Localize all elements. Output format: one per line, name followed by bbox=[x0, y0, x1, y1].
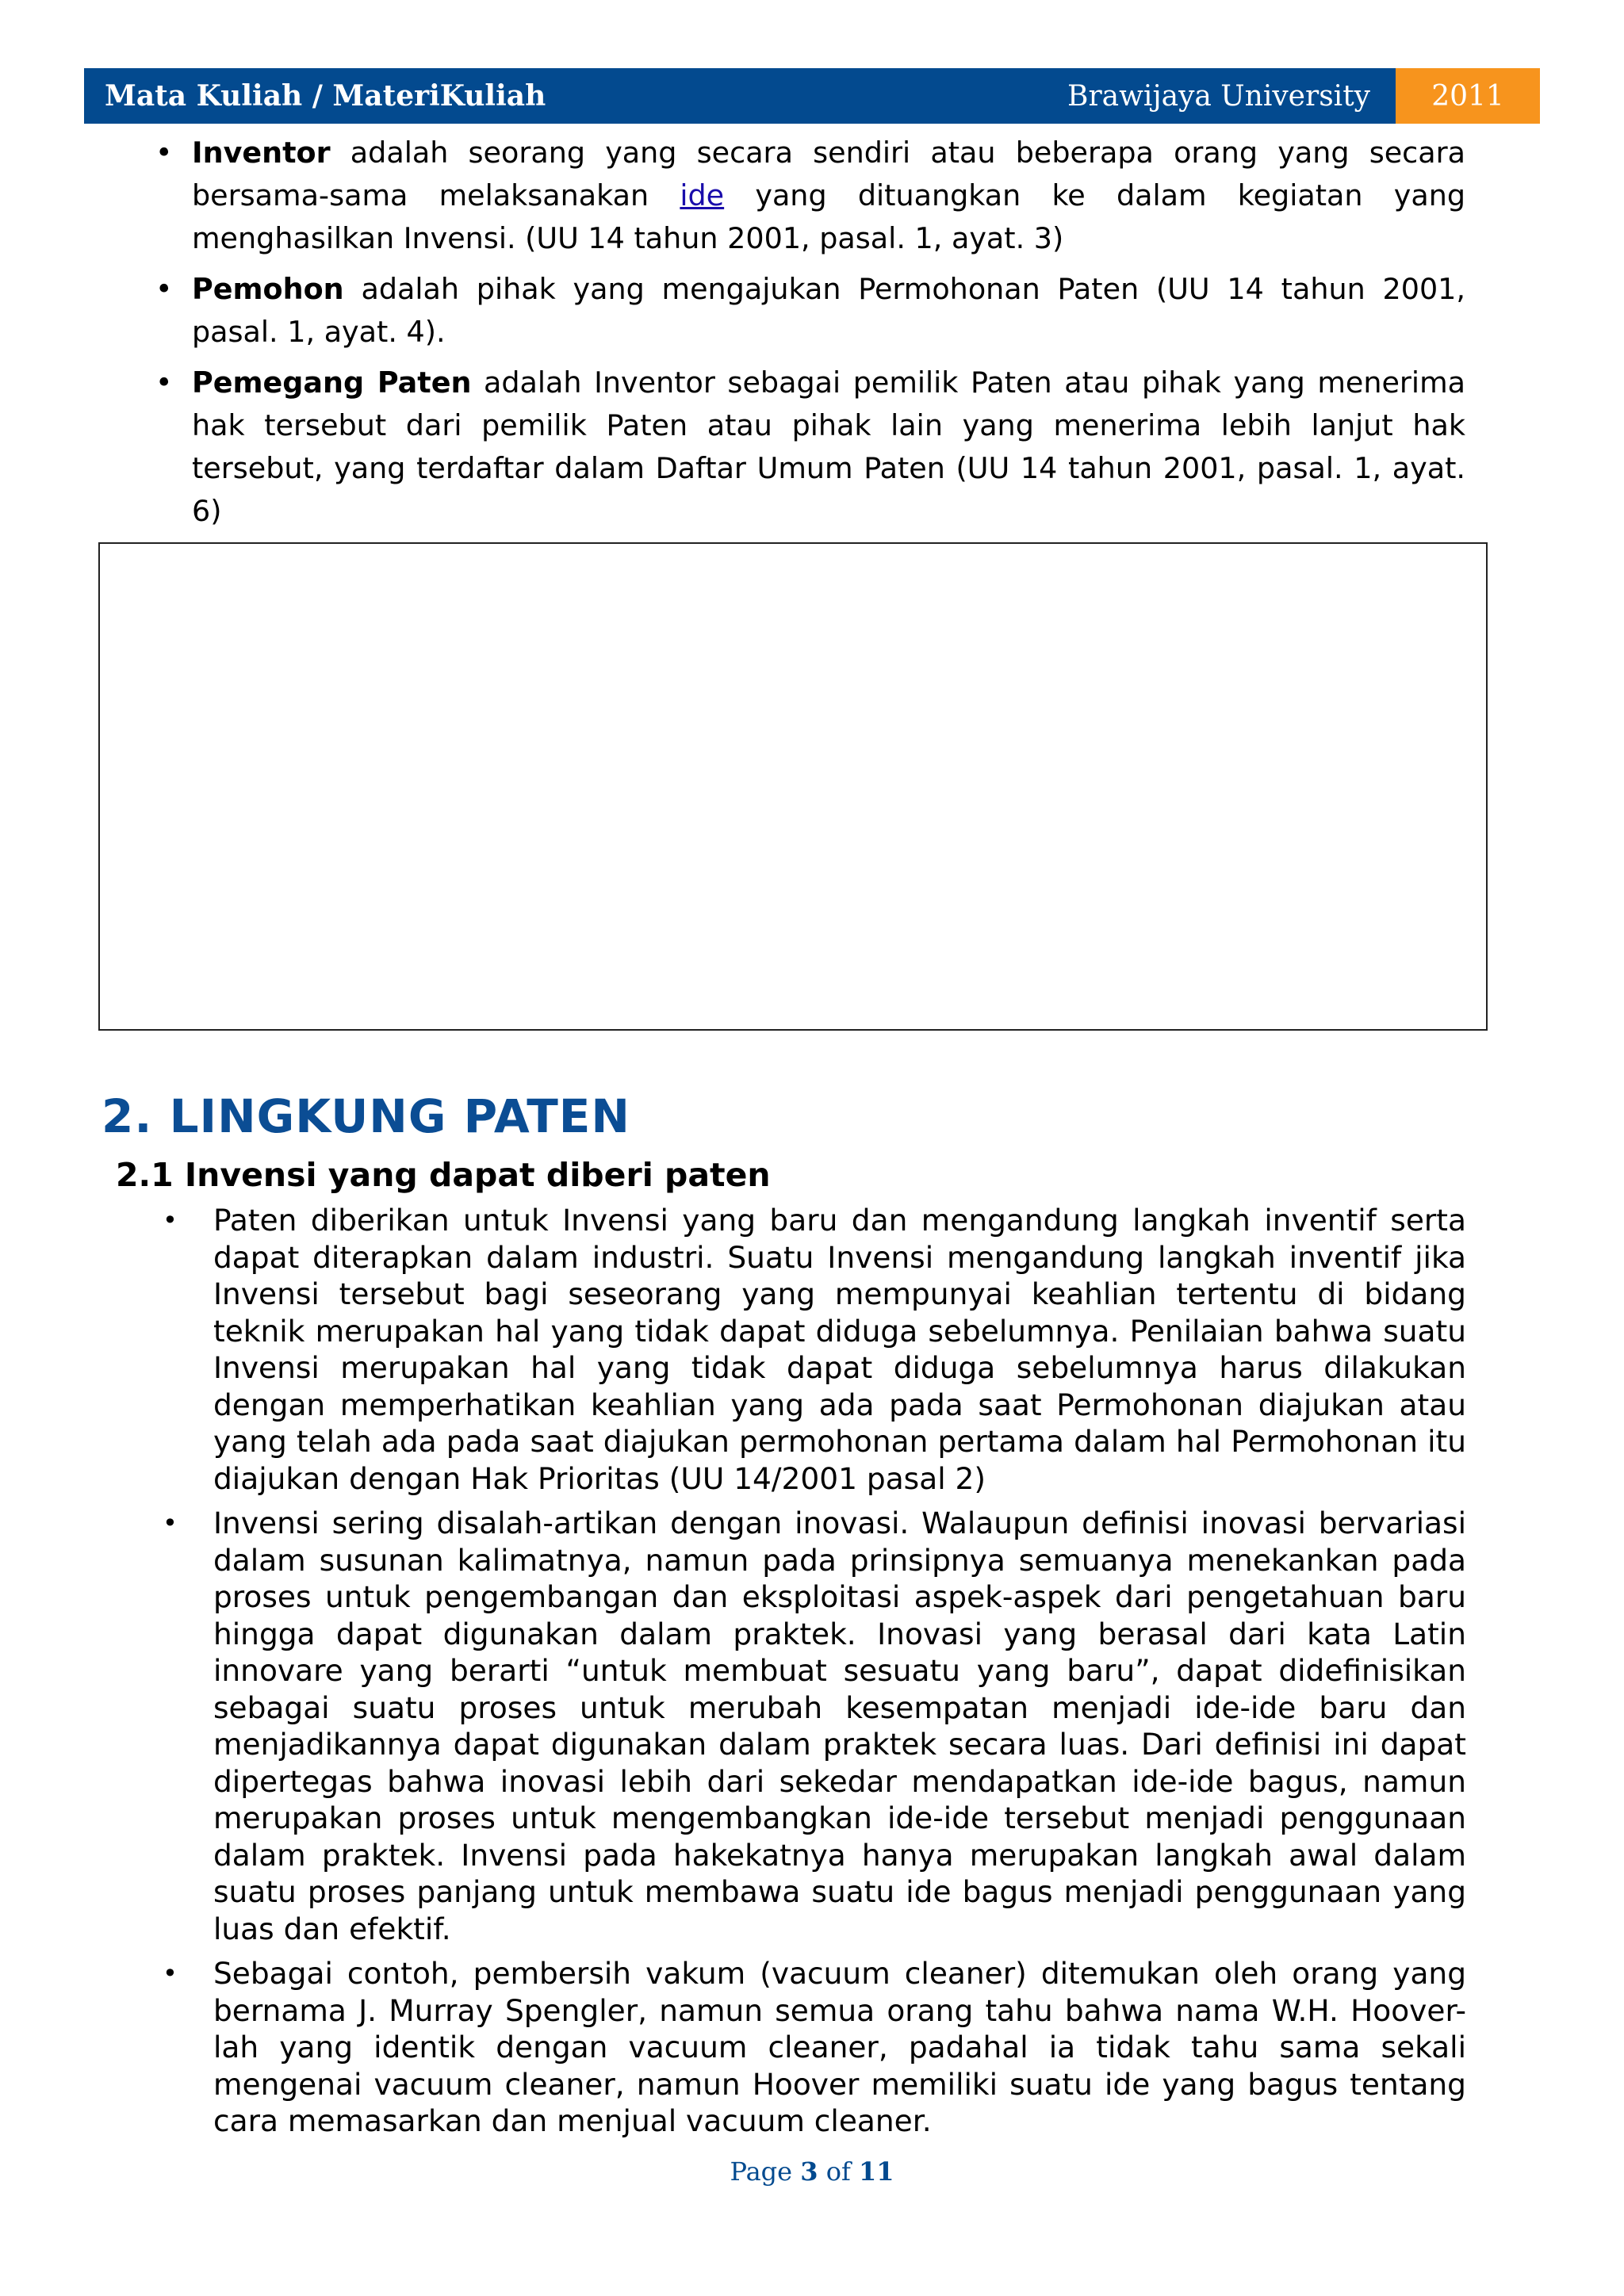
definition-list bbox=[155, 132, 1465, 541]
subsection-heading: 2.1 Invensi yang dapat diberi paten bbox=[116, 1156, 771, 1194]
footer-of-label: of bbox=[818, 2156, 859, 2187]
empty-figure-frame bbox=[98, 542, 1488, 1031]
section-bullet-list bbox=[163, 1202, 1466, 2148]
footer-page-total: 11 bbox=[858, 2156, 894, 2187]
section-heading: 2. LINGKUNG PATEN bbox=[102, 1089, 630, 1143]
header-bar bbox=[84, 68, 1396, 124]
list-item: • Sebagai contoh, pembersih vakum (vacuum cleaner) ditemukan oleh orang yang bernama J. Murray Spengler, namun semua orang tahu bahwa nama W.H. Hoover-lah yang identik dengan vacuum cleaner, padahal ia tidak tahu sama sekali mengenai vacuum cleaner, namun Hoover memiliki suatu ide yang bagus tentang cara memasarkan dan menjual vacuum cleaner. bbox=[163, 1955, 1466, 2140]
header-course-title: Mata Kuliah / MateriKuliah bbox=[105, 79, 546, 113]
page-header bbox=[84, 68, 1540, 124]
definition-item-inventor bbox=[155, 132, 1465, 260]
definition-text: adalah pihak yang mengajukan Permohonan Paten (UU 14 tahun 2001, pasal. 1, ayat. 4). bbox=[192, 272, 1465, 349]
footer-page-number: 3 bbox=[800, 2156, 818, 2187]
definition-text: yang dituangkan ke dalam kegiatan yang menghasilkan Invensi. (UU 14 tahun 2001, pasal. 1, ayat. 3) bbox=[192, 178, 1465, 255]
list-item: • Paten diberikan untuk Invensi yang baru dan mengandung langkah inventif serta dapat diterapkan dalam industri. Suatu Invensi mengandung langkah inventif jika Invensi tersebut bagi seseorang yang mempunyai keahlian tertentu di bidang teknik merupakan hal yang tidak dapat diduga sebelumnya. Penilaian bahwa suatu Invensi merupakan hal yang tidak dapat diduga sebelumnya harus dilakukan dengan memperhatikan keahlian yang ada pada saat Permohonan diajukan atau yang telah ada pada saat diajukan permohonan pertama dalam hal Permohonan itu diajukan dengan Hak Prioritas (UU 14/2001 pasal 2) bbox=[163, 1202, 1466, 1497]
definition-term: Pemegang Paten bbox=[192, 365, 472, 400]
ide-link[interactable]: ide bbox=[680, 178, 725, 212]
header-university: Brawijaya University bbox=[1067, 79, 1370, 113]
definition-item-pemegang-paten bbox=[155, 362, 1465, 533]
definition-term: Inventor bbox=[192, 136, 331, 170]
definition-text: adalah Inventor sebagai pemilik Paten atau pihak yang menerima hak tersebut dari pemilik Paten atau pihak lain yang menerima lebih lanjut hak tersebut, yang terdaftar dalam Daftar Umum Paten (UU 14 tahun 2001, pasal. 1, ayat. 6) bbox=[192, 365, 1465, 528]
header-year: 2011 bbox=[1396, 68, 1540, 124]
definition-text: adalah seorang yang secara sendiri atau beberapa orang yang secara bersama-sama melaksanakan bbox=[192, 136, 1465, 212]
definition-term: Pemohon bbox=[192, 272, 344, 306]
footer-page-label: Page bbox=[730, 2156, 801, 2187]
page-footer bbox=[0, 2156, 1624, 2187]
definition-item-pemohon bbox=[155, 268, 1465, 354]
list-item: • Invensi sering disalah-artikan dengan inovasi. Walaupun definisi inovasi bervariasi dalam susunan kalimatnya, namun pada prinsipnya semuanya menekankan pada proses untuk pengembangan dan eksploitasi aspek-aspek dari pengetahuan baru hingga dapat digunakan dalam praktek. Inovasi yang berasal dari kata Latin innovare yang berarti “untuk membuat sesuatu yang baru”, dapat didefinisikan sebagai suatu proses untuk merubah kesempatan menjadi ide-ide baru dan menjadikannya dapat digunakan dalam praktek secara luas. Dari definisi ini dapat dipertegas bahwa inovasi lebih dari sekedar mendapatkan ide-ide bagus, namun merupakan proses untuk mengembangkan ide-ide tersebut menjadi penggunaan dalam praktek. Invensi pada hakekatnya hanya merupakan langkah awal dalam suatu proses panjang untuk membawa suatu ide bagus menjadi penggunaan yang luas dan efektif. bbox=[163, 1505, 1466, 1947]
